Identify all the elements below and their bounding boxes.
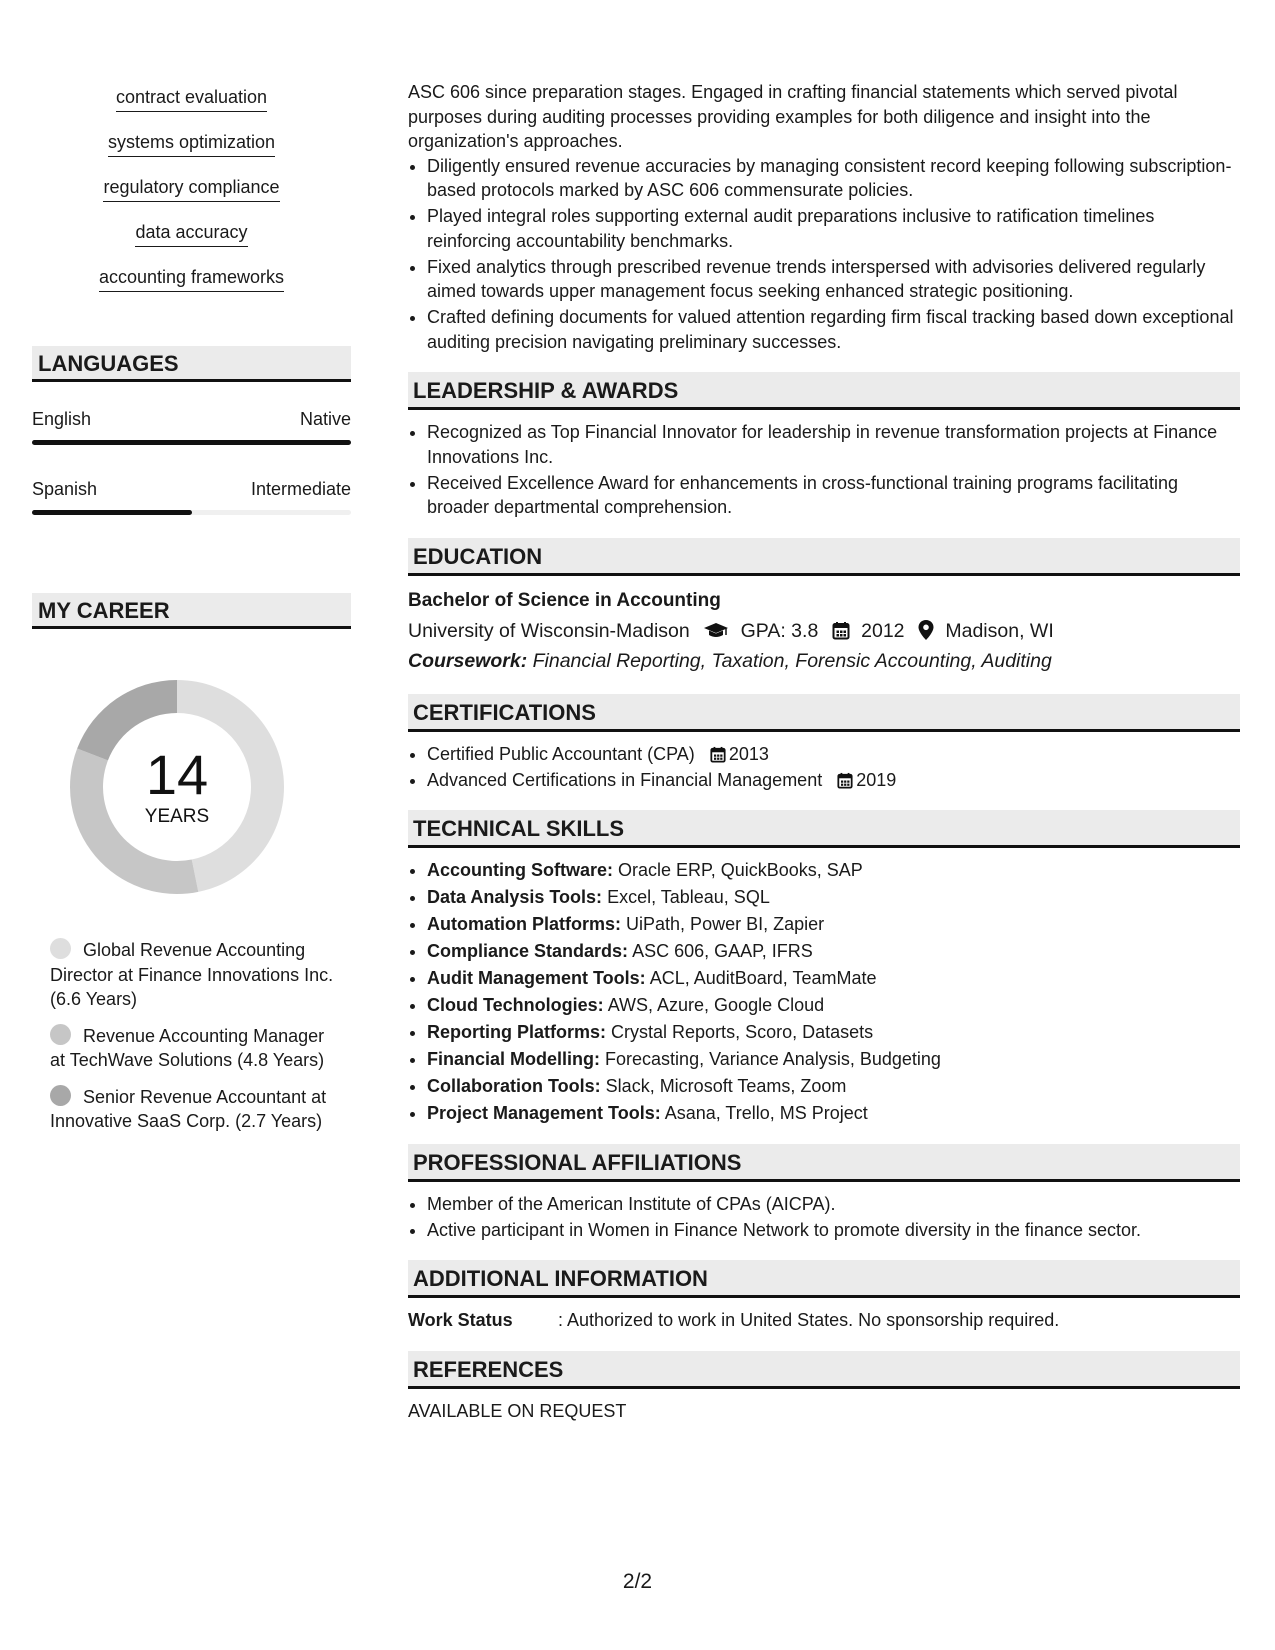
gpa: GPA: 3.8 xyxy=(740,619,819,642)
skill-item: accounting frameworks xyxy=(32,266,351,311)
languages-heading: LANGUAGES xyxy=(32,346,351,382)
career-years-number: 14 xyxy=(145,743,209,806)
experience-bullet: • Fixed analytics through prescribed revenue trends interspersed with advisories delivered regularly aimed towards upper management focus seeking enhanced strategic positioning. xyxy=(427,255,1240,304)
page-number: 2/2 xyxy=(622,1570,653,1593)
degree-title: Bachelor of Science in Accounting xyxy=(408,589,721,611)
technical-skill-item: • Collaboration Tools: Slack, Microsoft Teams, Zoom xyxy=(427,1074,1240,1099)
affiliations-heading: PROFESSIONAL AFFILIATIONS xyxy=(408,1144,1240,1182)
school-name: University of Wisconsin-Madison xyxy=(408,619,690,642)
coursework-list: Financial Reporting, Taxation, Forensic Accounting, Auditing xyxy=(532,649,1052,672)
work-status-row xyxy=(408,1308,1240,1333)
technical-skill-item: • Data Analysis Tools: Excel, Tableau, SQL xyxy=(427,885,1240,910)
graduation-year: 2012 xyxy=(861,619,905,642)
career-legend-dot xyxy=(50,1085,71,1106)
leadership-heading: LEADERSHIP & AWARDS xyxy=(408,372,1240,410)
technical-skill-item: • Project Management Tools: Asana, Trello, MS Project xyxy=(427,1101,1240,1126)
leadership-list xyxy=(408,420,1240,520)
right-column xyxy=(408,80,1240,1423)
career-item: Global Revenue Accounting Director at Finance Innovations Inc. (6.6 Years) xyxy=(50,940,334,1009)
career-item: Senior Revenue Accountant at Innovative SaaS Corp. (2.7 Years) xyxy=(50,1086,327,1131)
certification-year: 2019 xyxy=(856,769,897,790)
language-name: English xyxy=(32,409,92,429)
calendar-icon xyxy=(710,746,726,763)
technical-skill-item: • Reporting Platforms: Crystal Reports, Scoro, Datasets xyxy=(427,1020,1240,1045)
school-location: Madison, WI xyxy=(945,619,1054,642)
skills-list xyxy=(32,86,351,311)
career-legend-dot xyxy=(50,1024,71,1045)
certification-year: 2013 xyxy=(728,743,769,764)
technical-skill-item: • Compliance Standards: ASC 606, GAAP, IFRS xyxy=(427,939,1240,964)
affiliations-list xyxy=(408,1192,1240,1243)
certifications-list xyxy=(408,742,1240,793)
skill-item: systems optimization xyxy=(32,131,351,176)
language-bar-fill xyxy=(32,510,192,515)
technical-skill-item: • Financial Modelling: Forecasting, Variance Analysis, Budgeting xyxy=(427,1047,1240,1072)
experience-intro: ASC 606 since preparation stages. Engaged in crafting financial statements which served pivotal purposes during auditing processes providing examples for both diligence and insight into the organization's approaches. xyxy=(408,82,1178,151)
technical-skills-heading: TECHNICAL SKILLS xyxy=(408,810,1240,848)
certification-item: • Certified Public Accountant (CPA) 2013 xyxy=(427,742,1240,767)
references-text: AVAILABLE ON REQUEST xyxy=(408,1400,627,1421)
skill-item: regulatory compliance xyxy=(32,176,351,221)
certifications-section xyxy=(408,694,1240,793)
technical-skills-section xyxy=(408,810,1240,1126)
skill-item: data accuracy xyxy=(32,221,351,266)
graduation-cap-icon xyxy=(703,622,729,640)
work-status-label: Work Status xyxy=(408,1310,513,1330)
calendar-icon xyxy=(832,621,850,640)
experience-bullet: • Played integral roles supporting external audit preparations inclusive to ratification timelines reinforcing accountability benchmarks. xyxy=(427,204,1240,253)
education-meta xyxy=(408,616,1240,646)
work-status-value: : Authorized to work in United States. No sponsorship required. xyxy=(558,1310,1060,1330)
language-level: Native xyxy=(299,409,351,429)
technical-skill-item: • Accounting Software: Oracle ERP, QuickBooks, SAP xyxy=(427,858,1240,883)
skill-item: contract evaluation xyxy=(32,86,351,131)
certifications-heading: CERTIFICATIONS xyxy=(408,694,1240,732)
leadership-item: • Recognized as Top Financial Innovator for leadership in revenue transformation projects at Finance Innovations Inc. xyxy=(427,420,1240,469)
language-level: Intermediate xyxy=(250,479,351,499)
affiliation-item: • Active participant in Women in Finance Network to promote diversity in the finance sector. xyxy=(427,1218,1240,1243)
technical-skill-item: • Cloud Technologies: AWS, Azure, Google Cloud xyxy=(427,993,1240,1018)
language-bar-track xyxy=(32,510,351,515)
references-heading: REFERENCES xyxy=(408,1351,1240,1389)
leadership-section xyxy=(408,372,1240,520)
career-heading: MY CAREER xyxy=(32,593,351,629)
career-donut-chart xyxy=(66,676,288,898)
career-years-unit: YEARS xyxy=(144,806,210,827)
leadership-item: • Received Excellence Award for enhancements in cross-functional training programs facilitating broader departmental comprehension. xyxy=(427,471,1240,520)
technical-skills-list xyxy=(408,858,1240,1126)
education-heading: EDUCATION xyxy=(408,538,1240,576)
experience-bullet: • Crafted defining documents for valued attention regarding firm fiscal tracking based down exceptional auditing precision navigating preliminary successes. xyxy=(427,305,1240,354)
experience-bullets xyxy=(408,154,1240,355)
coursework-label: Coursework: xyxy=(408,649,528,672)
map-pin-icon xyxy=(918,620,934,640)
additional-info-section xyxy=(408,1260,1240,1333)
certification-item: • Advanced Certifications in Financial Management 2019 xyxy=(427,768,1240,793)
affiliations-section xyxy=(408,1144,1240,1243)
career-item: Revenue Accounting Manager at TechWave Solutions (4.8 Years) xyxy=(50,1025,325,1070)
career-legend-dot xyxy=(50,938,71,959)
coursework xyxy=(408,646,1240,676)
language-bar-fill xyxy=(32,440,351,445)
language-bar-track xyxy=(32,440,351,445)
calendar-icon xyxy=(837,772,853,789)
references-section xyxy=(408,1351,1240,1424)
technical-skill-item: • Audit Management Tools: ACL, AuditBoard, TeamMate xyxy=(427,966,1240,991)
technical-skill-item: • Automation Platforms: UiPath, Power BI, Zapier xyxy=(427,912,1240,937)
additional-info-heading: ADDITIONAL INFORMATION xyxy=(408,1260,1240,1298)
affiliation-item: • Member of the American Institute of CPAs (AICPA). xyxy=(427,1192,1240,1217)
language-name: Spanish xyxy=(32,479,98,499)
career-list xyxy=(50,938,335,1146)
education-section xyxy=(408,538,1240,676)
experience-bullet: • Diligently ensured revenue accuracies by managing consistent record keeping following subscription-based protocols marked by ASC 606 commensurate policies. xyxy=(427,154,1240,203)
